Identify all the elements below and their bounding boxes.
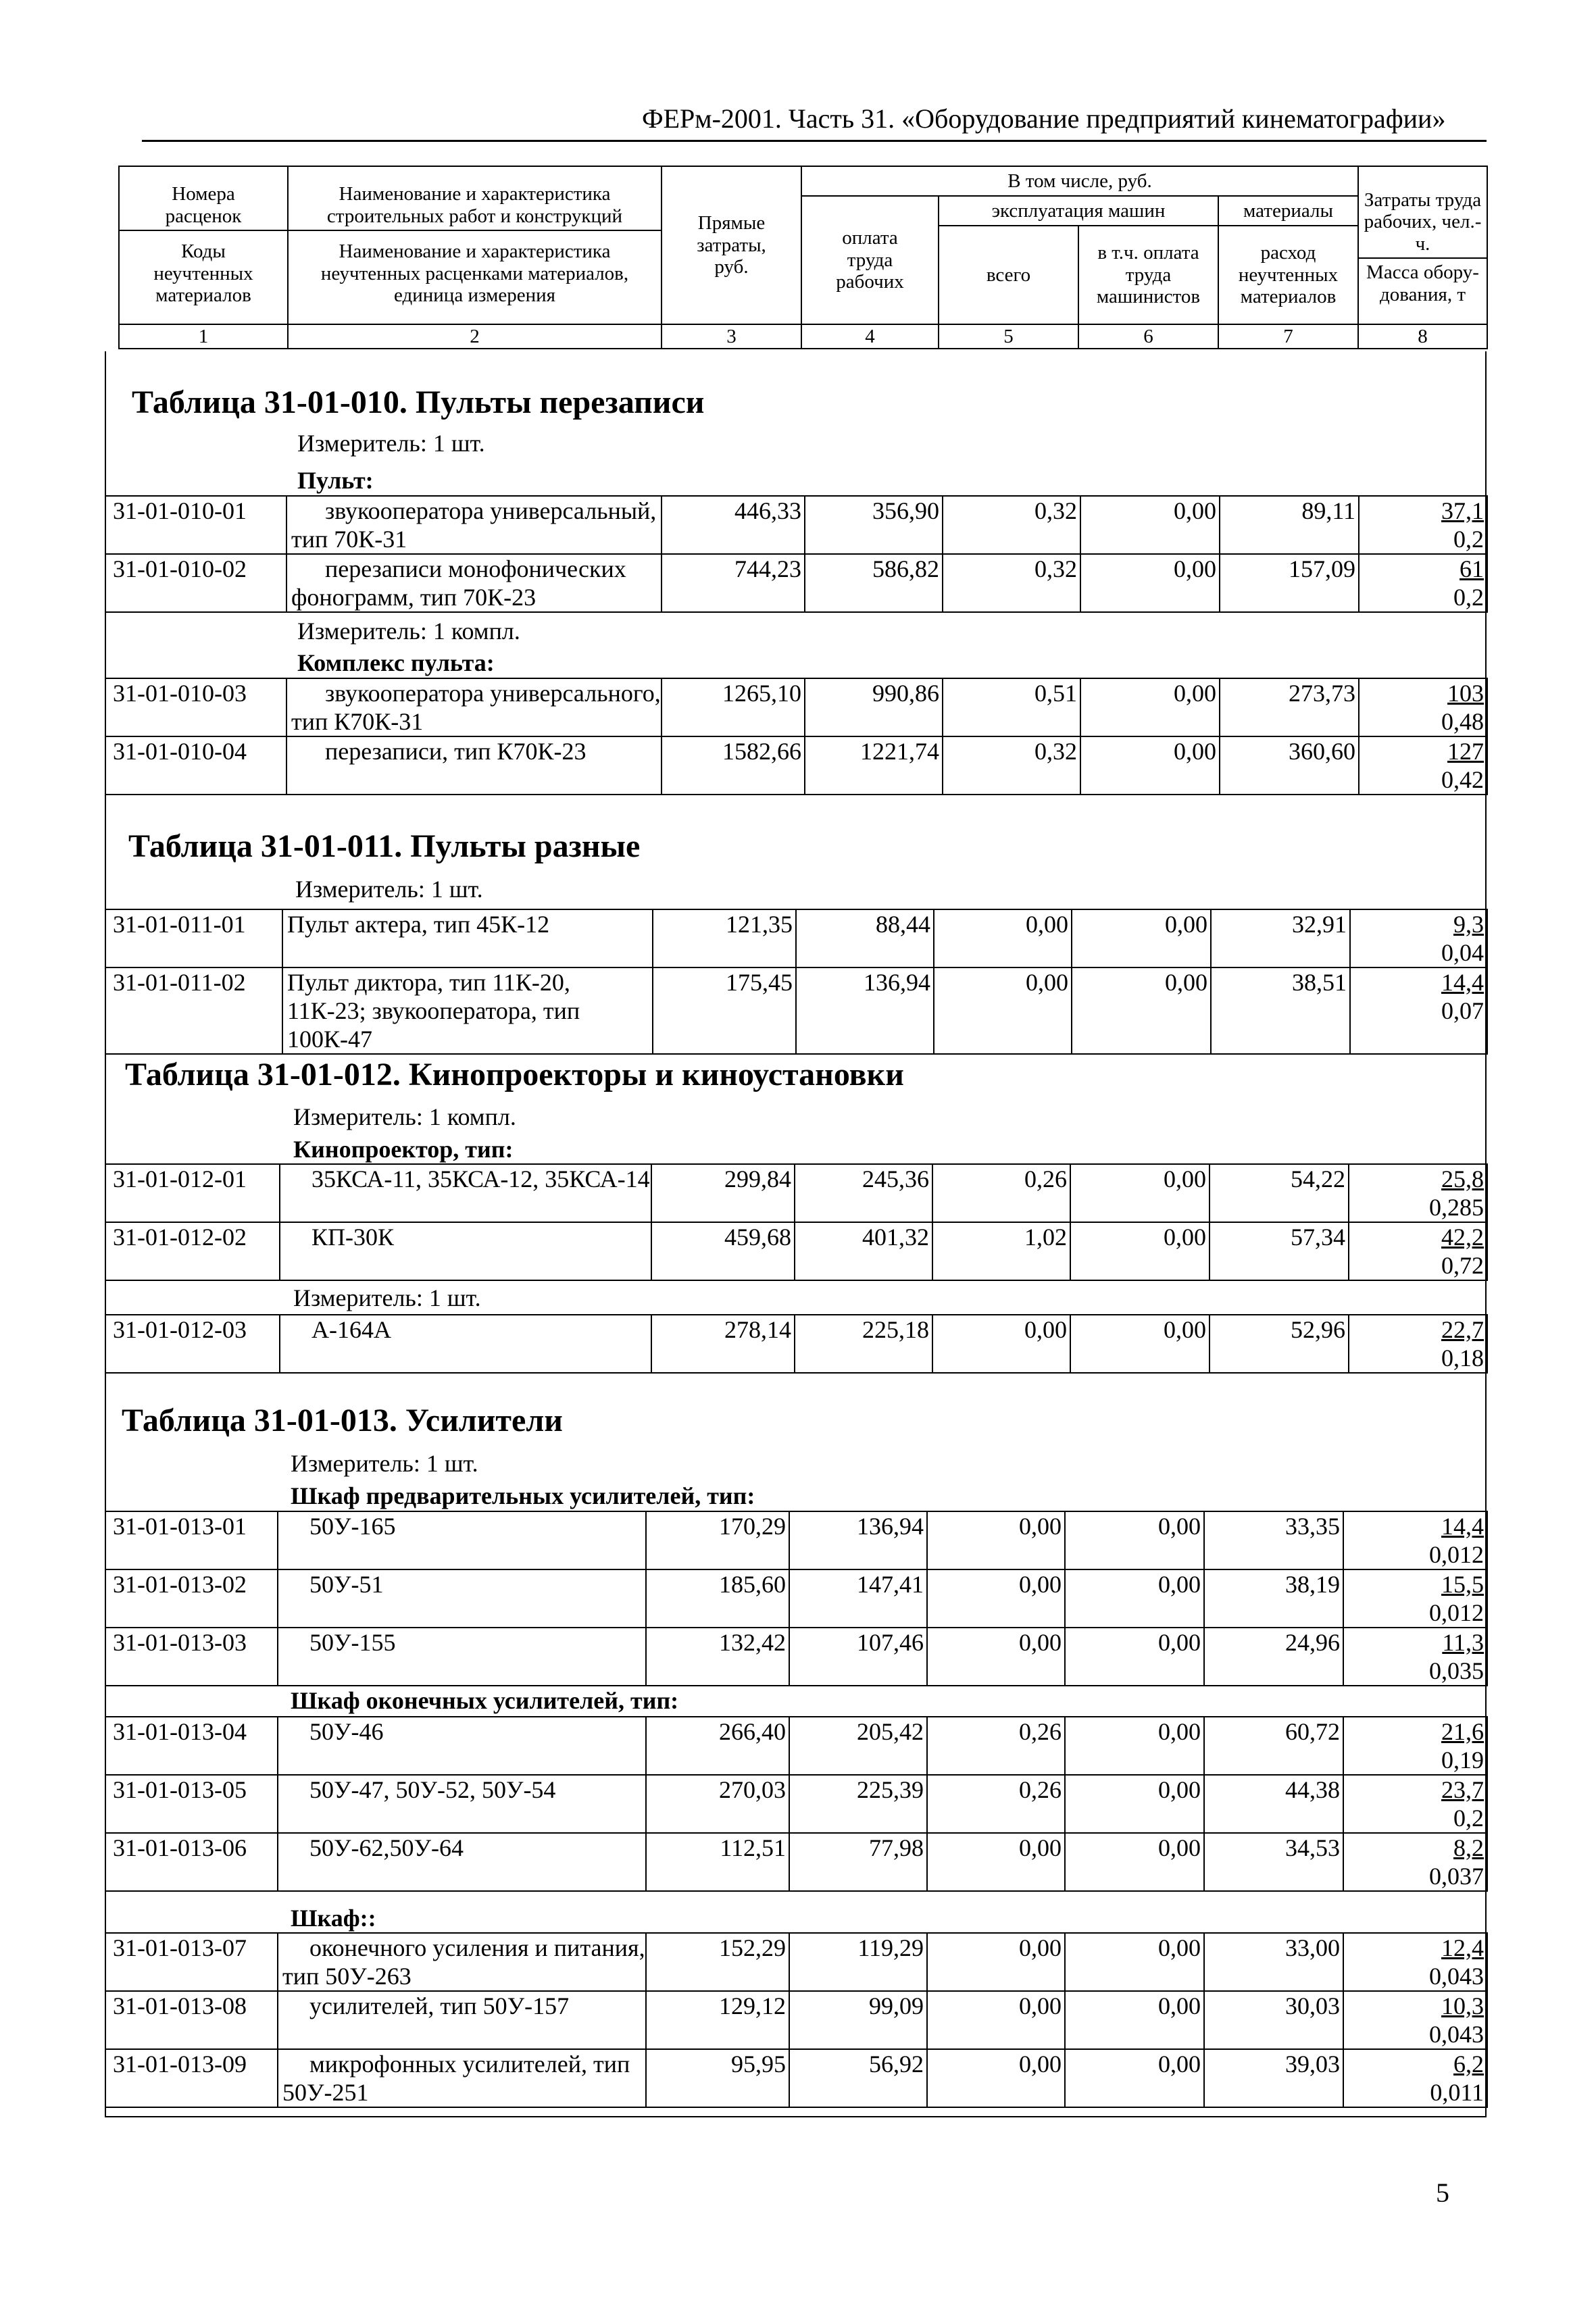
materials-cost: 54,22 <box>1210 1164 1349 1222</box>
direct-cost: 1582,66 <box>662 736 805 795</box>
direct-cost: 278,14 <box>651 1315 795 1373</box>
labor-pay: 136,94 <box>796 967 934 1054</box>
rate-name: Пульт актера, тип 45К-12 <box>282 909 653 967</box>
rate-name: 50У-155 <box>278 1628 646 1686</box>
table-row <box>105 1164 1487 1222</box>
machines-total: 0,00 <box>927 1569 1065 1628</box>
rates-table <box>105 909 1488 1055</box>
machines-total: 0,00 <box>927 1833 1065 1891</box>
table-row <box>105 1511 1487 1569</box>
machinist-pay: 0,00 <box>1070 1222 1210 1280</box>
col6-label: в т.ч. оплата труда машинистов <box>1078 226 1218 324</box>
meter-label: Измеритель: 1 шт. <box>291 1450 478 1477</box>
col-num-3: 3 <box>662 324 801 349</box>
labor-hours: 14,4 <box>1441 1513 1484 1540</box>
rate-code: 31-01-013-08 <box>105 1991 278 2049</box>
labor-hours: 37,1 <box>1441 497 1484 524</box>
materials-cost: 39,03 <box>1204 2049 1343 2107</box>
machinist-pay: 0,00 <box>1065 2049 1204 2107</box>
machines-total: 0,00 <box>927 2049 1065 2107</box>
machinist-pay: 0,00 <box>1065 1833 1204 1891</box>
table-row <box>105 909 1487 967</box>
equipment-mass: 0,72 <box>1441 1252 1484 1279</box>
rate-name: оконечного усиления и питания, тип 50У-263 <box>278 1933 646 1991</box>
machines-total: 0,00 <box>927 1511 1065 1569</box>
labor-mass-cell <box>1349 1222 1487 1280</box>
meter-label: Измеритель: 1 шт. <box>297 430 485 457</box>
materials-cost: 30,03 <box>1204 1991 1343 2049</box>
direct-cost: 170,29 <box>646 1511 789 1569</box>
rate-name: 50У-51 <box>278 1569 646 1628</box>
machines-total: 0,51 <box>943 678 1080 736</box>
machines-total: 0,00 <box>934 967 1072 1054</box>
machinist-pay: 0,00 <box>1072 967 1211 1054</box>
rate-code: 31-01-013-01 <box>105 1511 278 1569</box>
labor-hours: 15,5 <box>1441 1571 1484 1598</box>
column-header-table <box>118 166 1488 349</box>
labor-mass-cell <box>1343 1833 1487 1891</box>
table-row <box>105 1628 1487 1686</box>
materials-cost: 52,96 <box>1210 1315 1349 1373</box>
direct-cost: 185,60 <box>646 1569 789 1628</box>
including-label: В том числе, руб. <box>801 166 1358 196</box>
labor-pay: 107,46 <box>789 1628 927 1686</box>
machines-total: 0,26 <box>927 1775 1065 1833</box>
materials-cost: 60,72 <box>1204 1717 1343 1775</box>
rate-name: Пульт диктора, тип 11К-20, 11К-23; звукооператора, тип 100К-47 <box>282 967 653 1054</box>
table-row <box>105 1991 1487 2049</box>
rates-table <box>105 1314 1488 1374</box>
machinist-pay: 0,00 <box>1065 1569 1204 1628</box>
col1-top-label: Номера расценок <box>120 181 287 231</box>
equipment-mass: 0,2 <box>1453 1805 1484 1832</box>
machinist-pay: 0,00 <box>1070 1164 1210 1222</box>
direct-cost: 129,12 <box>646 1991 789 2049</box>
col2-top-label: Наименование и характеристика строительных работ и конструкций <box>289 181 661 231</box>
equipment-mass: 0,2 <box>1453 584 1484 611</box>
rate-name: 50У-62,50У-64 <box>278 1833 646 1891</box>
meter-label: Измеритель: 1 компл. <box>297 618 520 645</box>
equipment-mass: 0,42 <box>1441 766 1484 793</box>
machinist-pay: 0,00 <box>1065 1933 1204 1991</box>
rate-name: 35КСА-11, 35КСА-12, 35КСА-14 <box>280 1164 651 1222</box>
labor-pay: 136,94 <box>789 1511 927 1569</box>
labor-pay: 1221,74 <box>805 736 943 795</box>
labor-pay: 56,92 <box>789 2049 927 2107</box>
rate-code: 31-01-010-04 <box>105 736 286 795</box>
rates-table <box>105 495 1488 613</box>
group-label: Шкаф:: <box>291 1905 376 1932</box>
meter-label: Измеритель: 1 шт. <box>293 1284 481 1311</box>
labor-mass-cell <box>1350 967 1487 1054</box>
machinist-pay: 0,00 <box>1080 736 1220 795</box>
labor-pay: 356,90 <box>805 496 943 554</box>
machines-total: 0,32 <box>943 496 1080 554</box>
table-row <box>105 736 1487 795</box>
rate-code: 31-01-012-01 <box>105 1164 280 1222</box>
labor-mass-cell <box>1349 1164 1487 1222</box>
rate-code: 31-01-010-03 <box>105 678 286 736</box>
equipment-mass: 0,011 <box>1430 2079 1484 2106</box>
labor-hours: 22,7 <box>1441 1316 1484 1343</box>
equipment-mass: 0,48 <box>1441 708 1484 735</box>
machines-total: 0,00 <box>927 1933 1065 1991</box>
labor-hours: 11,3 <box>1442 1629 1484 1656</box>
rates-table <box>105 1511 1488 1686</box>
labor-mass-cell <box>1350 909 1487 967</box>
table-row <box>105 496 1487 554</box>
labor-mass-cell <box>1343 1991 1487 2049</box>
machines-total: 1,02 <box>932 1222 1070 1280</box>
rate-code: 31-01-013-04 <box>105 1717 278 1775</box>
labor-mass-cell <box>1343 1775 1487 1833</box>
section-title: Таблица 31-01-013. Усилители <box>122 1403 563 1438</box>
labor-pay: 119,29 <box>789 1933 927 1991</box>
direct-cost: 152,29 <box>646 1933 789 1991</box>
labor-pay: 147,41 <box>789 1569 927 1628</box>
labor-mass-cell <box>1343 1511 1487 1569</box>
machines-total: 0,00 <box>932 1315 1070 1373</box>
direct-cost: 121,35 <box>653 909 796 967</box>
labor-mass-cell <box>1343 1717 1487 1775</box>
labor-pay: 990,86 <box>805 678 943 736</box>
rate-name: звукооператора универсальный, тип 70К-31 <box>286 496 662 554</box>
labor-mass-cell <box>1359 736 1487 795</box>
equipment-mass: 0,2 <box>1453 526 1484 553</box>
labor-hours: 6,2 <box>1453 2051 1484 2078</box>
direct-cost: 95,95 <box>646 2049 789 2107</box>
col8-bottom-label: Масса обору- дования, т <box>1366 261 1479 305</box>
equipment-mass: 0,012 <box>1429 1599 1484 1626</box>
direct-cost: 266,40 <box>646 1717 789 1775</box>
col-num-1: 1 <box>119 324 288 349</box>
labor-pay: 401,32 <box>795 1222 932 1280</box>
machinist-pay: 0,00 <box>1080 678 1220 736</box>
materials-label: материалы <box>1218 196 1358 226</box>
materials-cost: 89,11 <box>1220 496 1359 554</box>
machinist-pay: 0,00 <box>1070 1315 1210 1373</box>
labor-mass-cell <box>1343 1569 1487 1628</box>
materials-cost: 38,19 <box>1204 1569 1343 1628</box>
machinist-pay: 0,00 <box>1072 909 1211 967</box>
rate-name: перезаписи монофонических фонограмм, тип 70К-23 <box>286 554 662 612</box>
equipment-mass: 0,037 <box>1429 1863 1484 1890</box>
materials-cost: 57,34 <box>1210 1222 1349 1280</box>
col5-label: всего <box>939 226 1078 324</box>
materials-cost: 360,60 <box>1220 736 1359 795</box>
equipment-mass: 0,043 <box>1429 2021 1484 2048</box>
rate-code: 31-01-011-01 <box>105 909 282 967</box>
materials-cost: 24,96 <box>1204 1628 1343 1686</box>
labor-mass-cell <box>1343 1933 1487 1991</box>
col-num-5: 5 <box>939 324 1078 349</box>
rate-name: 50У-165 <box>278 1511 646 1569</box>
rate-code: 31-01-010-01 <box>105 496 286 554</box>
page-number: 5 <box>1436 2178 1449 2208</box>
rate-code: 31-01-012-03 <box>105 1315 280 1373</box>
labor-hours: 127 <box>1447 738 1484 765</box>
machinist-pay: 0,00 <box>1065 1717 1204 1775</box>
rate-name: микрофонных усилителей, тип 50У-251 <box>278 2049 646 2107</box>
labor-pay: 225,18 <box>795 1315 932 1373</box>
machines-total: 0,26 <box>927 1717 1065 1775</box>
rate-code: 31-01-012-02 <box>105 1222 280 1280</box>
equipment-mass: 0,285 <box>1429 1194 1484 1221</box>
labor-pay: 586,82 <box>805 554 943 612</box>
direct-cost: 459,68 <box>651 1222 795 1280</box>
col1-bottom-label: Коды неучтенных материалов <box>153 241 253 307</box>
group-label: Шкаф предварительных усилителей, тип: <box>291 1482 755 1509</box>
labor-pay: 225,39 <box>789 1775 927 1833</box>
machines-total: 0,00 <box>927 1991 1065 2049</box>
col8-top-label: Затраты труда рабочих, чел.-ч. <box>1359 184 1487 259</box>
machinist-pay: 0,00 <box>1065 1775 1204 1833</box>
materials-cost: 44,38 <box>1204 1775 1343 1833</box>
materials-cost: 157,09 <box>1220 554 1359 612</box>
labor-hours: 23,7 <box>1441 1776 1484 1803</box>
machines-total: 0,00 <box>934 909 1072 967</box>
rates-table <box>105 1932 1488 2108</box>
meter-label: Измеритель: 1 шт. <box>295 876 483 903</box>
rates-table <box>105 1163 1488 1281</box>
direct-cost: 744,23 <box>662 554 805 612</box>
materials-cost: 33,00 <box>1204 1933 1343 1991</box>
direct-cost: 1265,10 <box>662 678 805 736</box>
rate-name: А-164А <box>280 1315 651 1373</box>
labor-mass-cell <box>1359 496 1487 554</box>
materials-cost: 34,53 <box>1204 1833 1343 1891</box>
materials-cost: 273,73 <box>1220 678 1359 736</box>
labor-hours: 25,8 <box>1441 1165 1484 1192</box>
rate-name: 50У-47, 50У-52, 50У-54 <box>278 1775 646 1833</box>
direct-cost: 446,33 <box>662 496 805 554</box>
rate-code: 31-01-013-02 <box>105 1569 278 1628</box>
rates-table <box>105 1716 1488 1892</box>
table-row <box>105 1775 1487 1833</box>
direct-cost: 132,42 <box>646 1628 789 1686</box>
labor-hours: 12,4 <box>1441 1934 1484 1961</box>
meter-label: Измеритель: 1 компл. <box>293 1103 516 1130</box>
equipment-mass: 0,18 <box>1441 1344 1484 1372</box>
table-row <box>105 678 1487 736</box>
table-row <box>105 1569 1487 1628</box>
col-num-6: 6 <box>1078 324 1218 349</box>
labor-pay: 245,36 <box>795 1164 932 1222</box>
labor-hours: 8,2 <box>1453 1834 1484 1861</box>
direct-cost: 270,03 <box>646 1775 789 1833</box>
rate-code: 31-01-011-02 <box>105 967 282 1054</box>
rate-name: звукооператора универсального, тип К70К-31 <box>286 678 662 736</box>
rate-code: 31-01-013-05 <box>105 1775 278 1833</box>
labor-hours: 42,2 <box>1441 1224 1484 1251</box>
direct-cost: 112,51 <box>646 1833 789 1891</box>
table-row <box>105 2049 1487 2107</box>
materials-cost: 38,51 <box>1211 967 1350 1054</box>
equipment-mass: 0,19 <box>1441 1746 1484 1774</box>
rate-code: 31-01-013-06 <box>105 1833 278 1891</box>
table-row <box>105 1833 1487 1891</box>
group-label: Комплекс пульта: <box>297 649 495 676</box>
table-row <box>105 554 1487 612</box>
labor-pay: 77,98 <box>789 1833 927 1891</box>
labor-hours: 61 <box>1460 555 1484 582</box>
section-title: Таблица 31-01-011. Пульты разные <box>128 828 641 864</box>
group-label: Шкаф оконечных усилителей, тип: <box>291 1687 679 1714</box>
rates-table <box>105 678 1488 795</box>
rate-name: 50У-46 <box>278 1717 646 1775</box>
labor-mass-cell <box>1359 678 1487 736</box>
labor-pay: 88,44 <box>796 909 934 967</box>
materials-cost: 33,35 <box>1204 1511 1343 1569</box>
col3-label: Прямые затраты, руб. <box>662 166 801 324</box>
equipment-mass: 0,035 <box>1429 1657 1484 1684</box>
table-row <box>105 1222 1487 1280</box>
machines-total: 0,00 <box>927 1628 1065 1686</box>
machines-total: 0,26 <box>932 1164 1070 1222</box>
labor-hours: 14,4 <box>1441 969 1484 996</box>
page-header: ФЕРм-2001. Часть 31. «Оборудование предприятий кинематографии» <box>642 103 1446 134</box>
rate-code: 31-01-013-03 <box>105 1628 278 1686</box>
machines-total: 0,32 <box>943 736 1080 795</box>
labor-mass-cell <box>1343 1628 1487 1686</box>
equipment-mass: 0,07 <box>1441 997 1484 1024</box>
rate-code: 31-01-013-09 <box>105 2049 278 2107</box>
labor-mass-cell <box>1359 554 1487 612</box>
table-row <box>105 1933 1487 1991</box>
direct-cost: 299,84 <box>651 1164 795 1222</box>
group-label: Кинопроектор, тип: <box>293 1136 514 1163</box>
equipment-mass: 0,012 <box>1429 1541 1484 1568</box>
machinist-pay: 0,00 <box>1080 554 1220 612</box>
table-row <box>105 1315 1487 1373</box>
labor-mass-cell <box>1343 2049 1487 2107</box>
table-row <box>105 967 1487 1054</box>
machinist-pay: 0,00 <box>1065 1991 1204 2049</box>
col4-label: оплата труда рабочих <box>801 196 939 324</box>
direct-cost: 175,45 <box>653 967 796 1054</box>
col-num-2: 2 <box>288 324 662 349</box>
labor-pay: 99,09 <box>789 1991 927 2049</box>
equipment-mass: 0,04 <box>1441 939 1484 966</box>
col-num-8: 8 <box>1358 324 1487 349</box>
group-label: Пульт: <box>297 467 374 494</box>
rate-name: перезаписи, тип К70К-23 <box>286 736 662 795</box>
labor-hours: 21,6 <box>1441 1718 1484 1745</box>
col2-bottom-label: Наименование и характеристика неучтенных расценками материалов, единица измерения <box>320 241 629 307</box>
materials-cost: 32,91 <box>1211 909 1350 967</box>
section-title: Таблица 31-01-012. Кинопроекторы и киноустановки <box>125 1057 904 1092</box>
rate-code: 31-01-010-02 <box>105 554 286 612</box>
labor-hours: 10,3 <box>1441 1992 1484 2019</box>
machines-label: эксплуатация машин <box>939 196 1218 226</box>
col-num-4: 4 <box>801 324 939 349</box>
section-title: Таблица 31-01-010. Пульты перезаписи <box>132 384 705 420</box>
rate-code: 31-01-013-07 <box>105 1933 278 1991</box>
rate-name: усилителей, тип 50У-157 <box>278 1991 646 2049</box>
labor-pay: 205,42 <box>789 1717 927 1775</box>
labor-mass-cell <box>1349 1315 1487 1373</box>
rate-name: КП-30К <box>280 1222 651 1280</box>
labor-hours: 9,3 <box>1453 911 1484 938</box>
machines-total: 0,32 <box>943 554 1080 612</box>
equipment-mass: 0,043 <box>1429 1963 1484 1990</box>
machinist-pay: 0,00 <box>1065 1511 1204 1569</box>
machinist-pay: 0,00 <box>1080 496 1220 554</box>
col-num-7: 7 <box>1218 324 1358 349</box>
labor-hours: 103 <box>1447 680 1484 707</box>
machinist-pay: 0,00 <box>1065 1628 1204 1686</box>
header-rule <box>142 140 1487 142</box>
table-row <box>105 1717 1487 1775</box>
col7-label: расход неучтенных материалов <box>1218 226 1358 324</box>
